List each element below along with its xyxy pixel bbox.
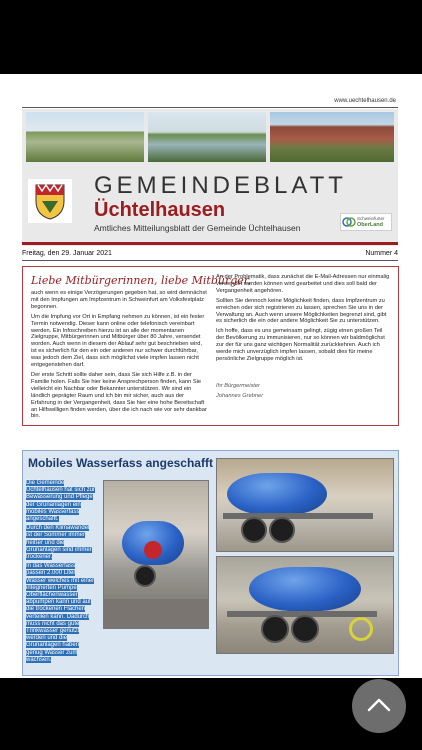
wheel-shape [134, 565, 156, 587]
partner-logo [340, 213, 392, 231]
water-tank-photo [216, 556, 394, 654]
letter-right-column [216, 274, 392, 403]
wheel-shape [241, 517, 267, 543]
issue-number: Nummer 4 [365, 250, 398, 257]
paragraph: Der erste Schritt sollte daher sein, dass Sie sich Hilfe z.B. in der Familie holen. Falls Sie hier keine Ansprechperson finden, kann Sie vielleicht ein Nachbar oder Bekannter unterstützen. Wir sind ein ländlich geprägter Raum und ich bin mir sicher, auch aus der Erfahrung in der Vergangenheit, dass Sie hier eine hohe Bereitschaft an Hilfswilligen finden werden, über die ich nach wie vor sehr dankbar bin. [31, 371, 207, 420]
water-tank-photo [103, 480, 209, 629]
partner-logo-icon [342, 215, 356, 229]
newspaper-title: GEMEINDEBLATT [94, 172, 347, 199]
divider [22, 260, 398, 261]
tank-shape [227, 473, 327, 515]
dateline [22, 250, 398, 257]
news-article [22, 450, 399, 676]
water-tank-photo [216, 458, 394, 552]
scroll-to-top-button[interactable] [352, 679, 406, 733]
masthead [22, 109, 398, 246]
paragraph: Die Gemeinde Üchtelhausen hat sich zur Bewässerung und Pflege der Grünanlagen ein mobiles Wasserfass angeschafft. [26, 480, 96, 523]
paragraph: Ich hoffe, dass es uns gemeinsam gelingt, zügig einen großen Teil der Bevölkerung zu immunisieren, nur so können wir baldmöglichst zur der für uns ganz wichtigen Normalität zurückkehren. Auch ich werde mich unverzüglich impfen lassen, sobald dies für meine persönliche Zielgruppe möglich ist. [216, 328, 385, 362]
signature-role: Ihr Bürgermeister [216, 382, 260, 389]
issue-date: Freitag, den 29. Januar 2021 [22, 250, 112, 257]
partner-logo-text: Schweinfurter OberLand [357, 216, 385, 228]
town-name: Üchtelhausen [94, 199, 226, 221]
paragraph: In das Wasserfass passen 2.000 Liter Wasser welches mit einer integrierten Pumpe Oberflächenwasser abpumpen kann und auf die trockenen Flächen verteilen kann. Dadurch muss nicht das gute Trinkwasser genutzt werden und die Grünanlagen haben genug Wasser zum wachsen. [26, 563, 95, 663]
coat-of-arms-icon [28, 179, 72, 223]
pump-shape [144, 541, 162, 559]
wheel-shape [269, 517, 295, 543]
floor-shape [104, 599, 208, 628]
letter-heading: Liebe Mitbürgerinnen, liebe Mitbürger, [31, 274, 252, 287]
paragraph: Sollten Sie dennoch keine Möglichkeit finden, dass Impfzentrum zu erreichen oder sich registrieren zu lassen, sprechen Sie uns in der Verwaltung an. Auch wenn unsere Möglichkeiten begrenzt sind, gibt es sicherlich die ein oder andere Möglichkeit Sie zu unterstützen. [216, 297, 387, 325]
news-text [26, 480, 96, 664]
lake-photo [148, 112, 266, 162]
signature-name: Johannes Grebner [216, 392, 264, 399]
news-headline: Mobiles Wasserfass angeschafft [28, 456, 213, 470]
masthead-red-rule [22, 242, 398, 245]
village-photo [26, 112, 144, 162]
paragraph: auch wenn es einige Verzögerungen gegeben hat, so wird demnächst mit den Impfungen am Impfzentrum in Schweinfurt am Volksfestplatz begonnen. [31, 290, 207, 310]
wheel-shape [261, 615, 289, 643]
paragraph: Um die Impfung vor Ort in Empfang nehmen zu können, ist ein fester Termin notwendig. Dieser kann online oder telefonisch vereinbart werden. Ein Infoschreiben hierzu ist an alle der momentanen Zielgruppe, Mitbürgerinnen und Mitbürger über 80 Jahre, versendet worden. Auch wenn in diesem der Ablauf sehr gut beschrieben wird, ist es sicherlich für den ein oder anderen nur schwer durchführbar, was jedoch dem Ziel, dass sich möglichst viele impfen lassen nicht entgegenstehen darf. [31, 313, 205, 369]
hose-shape [349, 617, 373, 641]
chevron-up-icon [352, 679, 406, 733]
house-photo [270, 112, 394, 162]
paragraph: Durch den Klimawandel ist der Sommer immer heißer und die Grünanlagen sind immer trockener. [26, 525, 92, 561]
wheel-shape [291, 615, 319, 643]
masthead-subtitle: Amtliches Mitteilungsblatt der Gemeinde Üchtelhausen [94, 223, 301, 233]
newspaper-page [0, 74, 422, 678]
website-url: www.uechtelhausen.de [334, 98, 396, 104]
divider [22, 107, 398, 108]
mayor-letter [22, 266, 399, 426]
paragraph: An der Problematik, dass zunächst die E-Mail-Adressen nur einmalig verwendet werden können wird gearbeitet und dies soll bald der Vergangenheit angehören. [216, 274, 390, 294]
letter-left-column [31, 290, 209, 423]
tank-shape [249, 567, 361, 611]
trailer-frame [223, 513, 373, 519]
